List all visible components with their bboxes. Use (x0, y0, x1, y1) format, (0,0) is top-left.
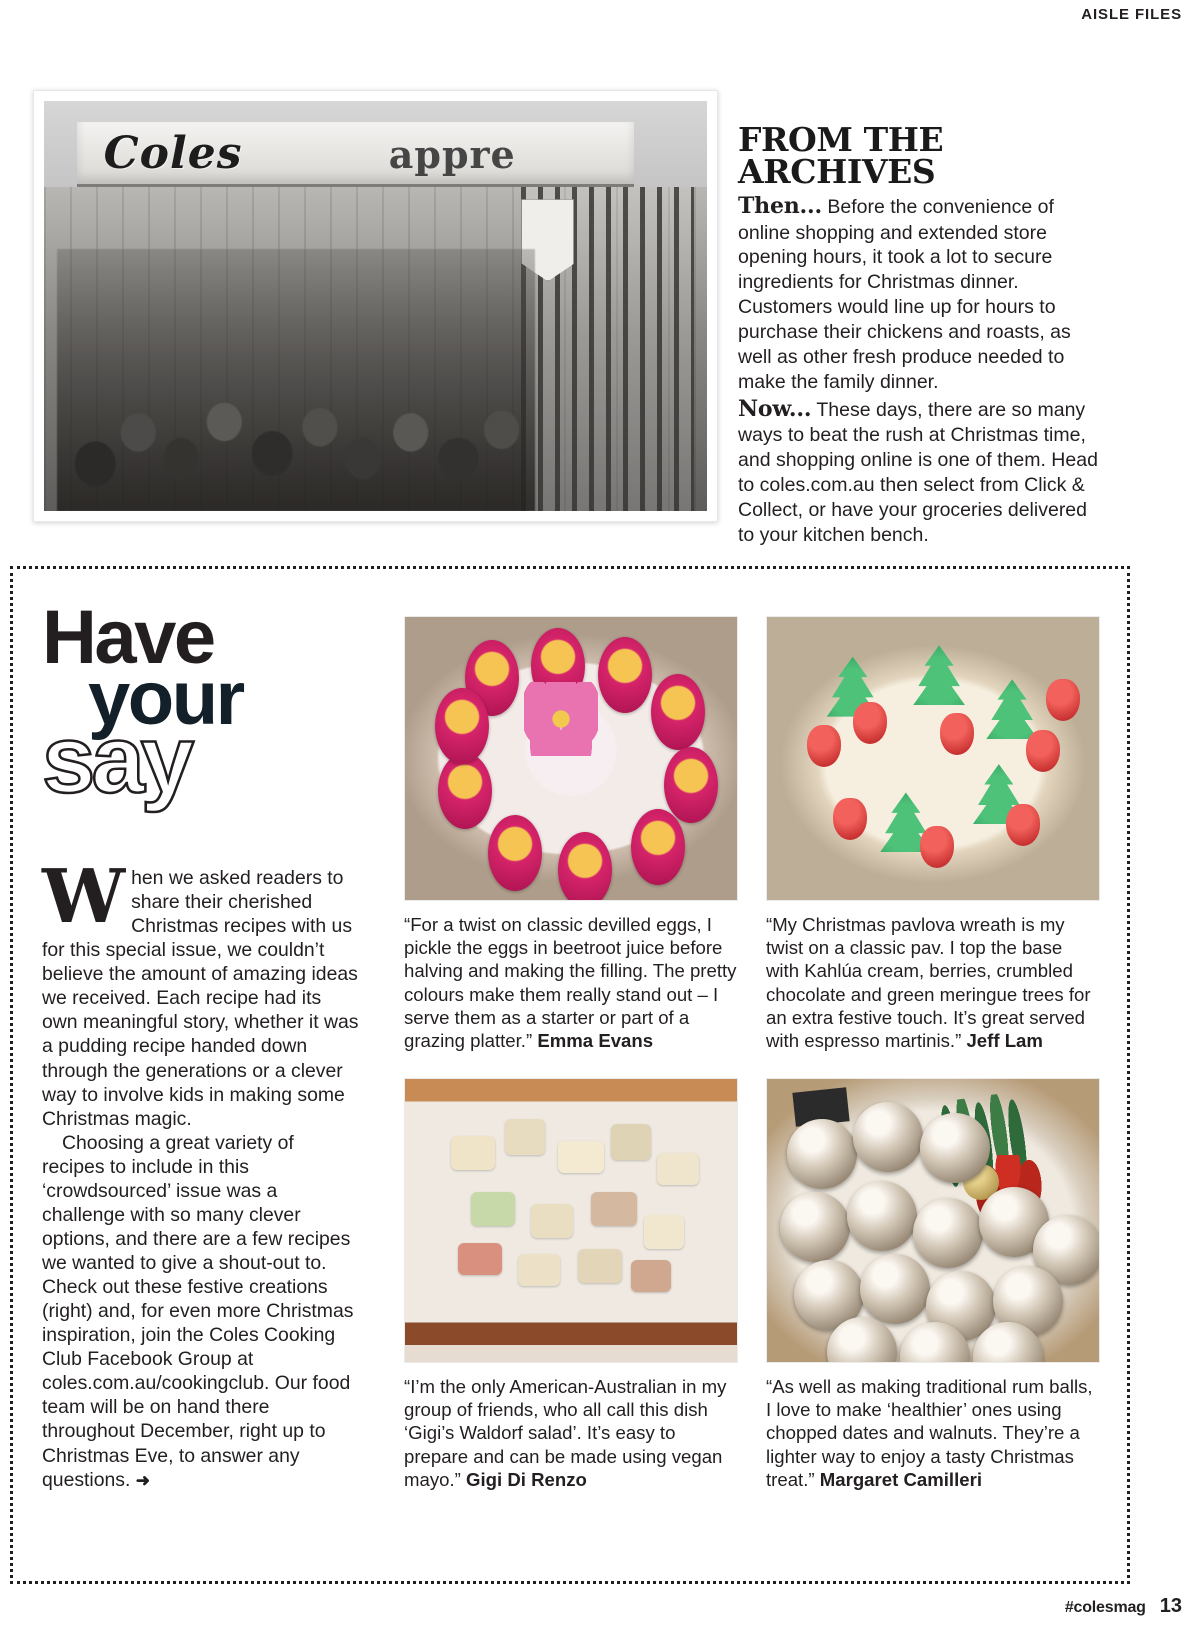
archives-heading-line1: FROM THE (738, 120, 944, 159)
coles-sign-text: Coles (103, 127, 243, 179)
quote-text: “My Christmas pavlova wreath is my twist on a classic pav. I top the base with Kahlúa cream, berries, crumbled chocolate and green meringue trees for an extra festive touch. It’s great served with espresso martinis.” (766, 914, 1091, 1052)
page-footer (1065, 1595, 1182, 1618)
headline-line-have: Have (42, 595, 214, 680)
archive-photo-frame (33, 90, 718, 522)
archives-body (738, 192, 1108, 548)
headline-line-your: your (88, 655, 243, 741)
quote-caption-waldorf-salad (404, 1375, 738, 1491)
intro-paragraph-2-text: Choosing a great variety of recipes to include in this ‘crowdsourced’ issue was a challenge with so many clever options, and there are a few recipes we wanted to give a shout-out to. Check out these festive creations (right) and, for even more Christmas inspiration, join the Coles Cooking Club Facebook Group at coles.com.au/cookingclub. Our food team will be on hand there throughout December, right up to Christmas Eve, to answer any questions. (42, 1131, 354, 1491)
now-text: These days, there are so many ways to beat the rush at Christmas time, and shopping online is one of them. Head to coles.com.au then select from Click & Collect, or have your groceries delivered to your kitchen bench. (738, 399, 1098, 547)
quote-caption-pavlova-wreath (766, 913, 1100, 1052)
quote-card-rum-balls (766, 1078, 1100, 1491)
quote-caption-rum-balls (766, 1375, 1100, 1491)
headline-line-say: say (42, 705, 191, 813)
archives-heading (738, 120, 1108, 191)
archives-then-paragraph (738, 192, 1108, 395)
then-label: Then... (738, 193, 822, 220)
intro-paragraph-1-text: hen we asked readers to share their cherished Christmas recipes with us for this special issue, we couldn’t believe the amount of amazing ideas we received. Each recipe had its own meaningful story, whether it was a pudding recipe handed down through the generations or a clever way to involve kids in making some Christmas magic. (42, 867, 359, 1130)
photo-pavlova-wreath (766, 616, 1100, 901)
continue-arrow-icon: ➜ (135, 1470, 151, 1490)
shopper-crowd (57, 249, 534, 511)
archive-photo (44, 101, 707, 511)
from-the-archives-section (738, 120, 1108, 548)
magazine-hashtag: #colesmag (1064, 1599, 1146, 1616)
quote-author: Jeff Lam (966, 1030, 1043, 1052)
intro-paragraph-1 (42, 854, 360, 1131)
running-head: AISLE FILES (1081, 6, 1182, 23)
coles-sign-text-secondary: appre (388, 131, 516, 177)
then-text: Before the convenience of online shopping and extended store opening hours, it took a lot to secure ingredients for Christmas dinner. Customers would line up for hours to purchase their chickens and roasts, as well as other fresh produce needed to make the family dinner. (738, 196, 1071, 394)
quote-text: “As well as making traditional rum balls, I love to make ‘healthier’ ones using chopped dates and walnuts. They’re a lighter way to enjoy a tasty Christmas treat.” (766, 1376, 1093, 1490)
drop-cap: W (42, 854, 126, 940)
quote-text: “I’m the only American-Australian in my group of friends, who all call this dish ‘Gigi’s Waldorf salad’. It’s easy to prepare and can be made using vegan mayo.” (404, 1376, 727, 1490)
page-number: 13 (1159, 1595, 1182, 1617)
quote-author: Margaret Camilleri (819, 1468, 982, 1490)
edible-flower-garnish (524, 682, 598, 756)
quote-card-devilled-eggs (404, 616, 738, 1052)
quote-caption-devilled-eggs (404, 913, 738, 1052)
have-your-say-headline (42, 595, 362, 813)
photo-waldorf-salad (404, 1078, 738, 1363)
photo-devilled-eggs (404, 616, 738, 901)
now-label: Now... (738, 396, 812, 423)
quote-card-waldorf-salad (404, 1078, 738, 1491)
archives-heading-line2: ARCHIVES (738, 151, 936, 191)
quote-author: Gigi Di Renzo (466, 1468, 587, 1490)
quote-text: “For a twist on classic devilled eggs, I pickle the eggs in beetroot juice before halving and making the filling. The pretty colours make them really stand out – I serve them as a starter or part of a grazing platter.” (404, 914, 737, 1052)
quote-author: Emma Evans (537, 1030, 654, 1052)
quote-card-pavlova-wreath (766, 616, 1100, 1052)
archives-now-paragraph (738, 395, 1108, 548)
have-your-say-intro (42, 854, 360, 1492)
photo-rum-balls (766, 1078, 1100, 1363)
intro-paragraph-2 (42, 1131, 360, 1492)
